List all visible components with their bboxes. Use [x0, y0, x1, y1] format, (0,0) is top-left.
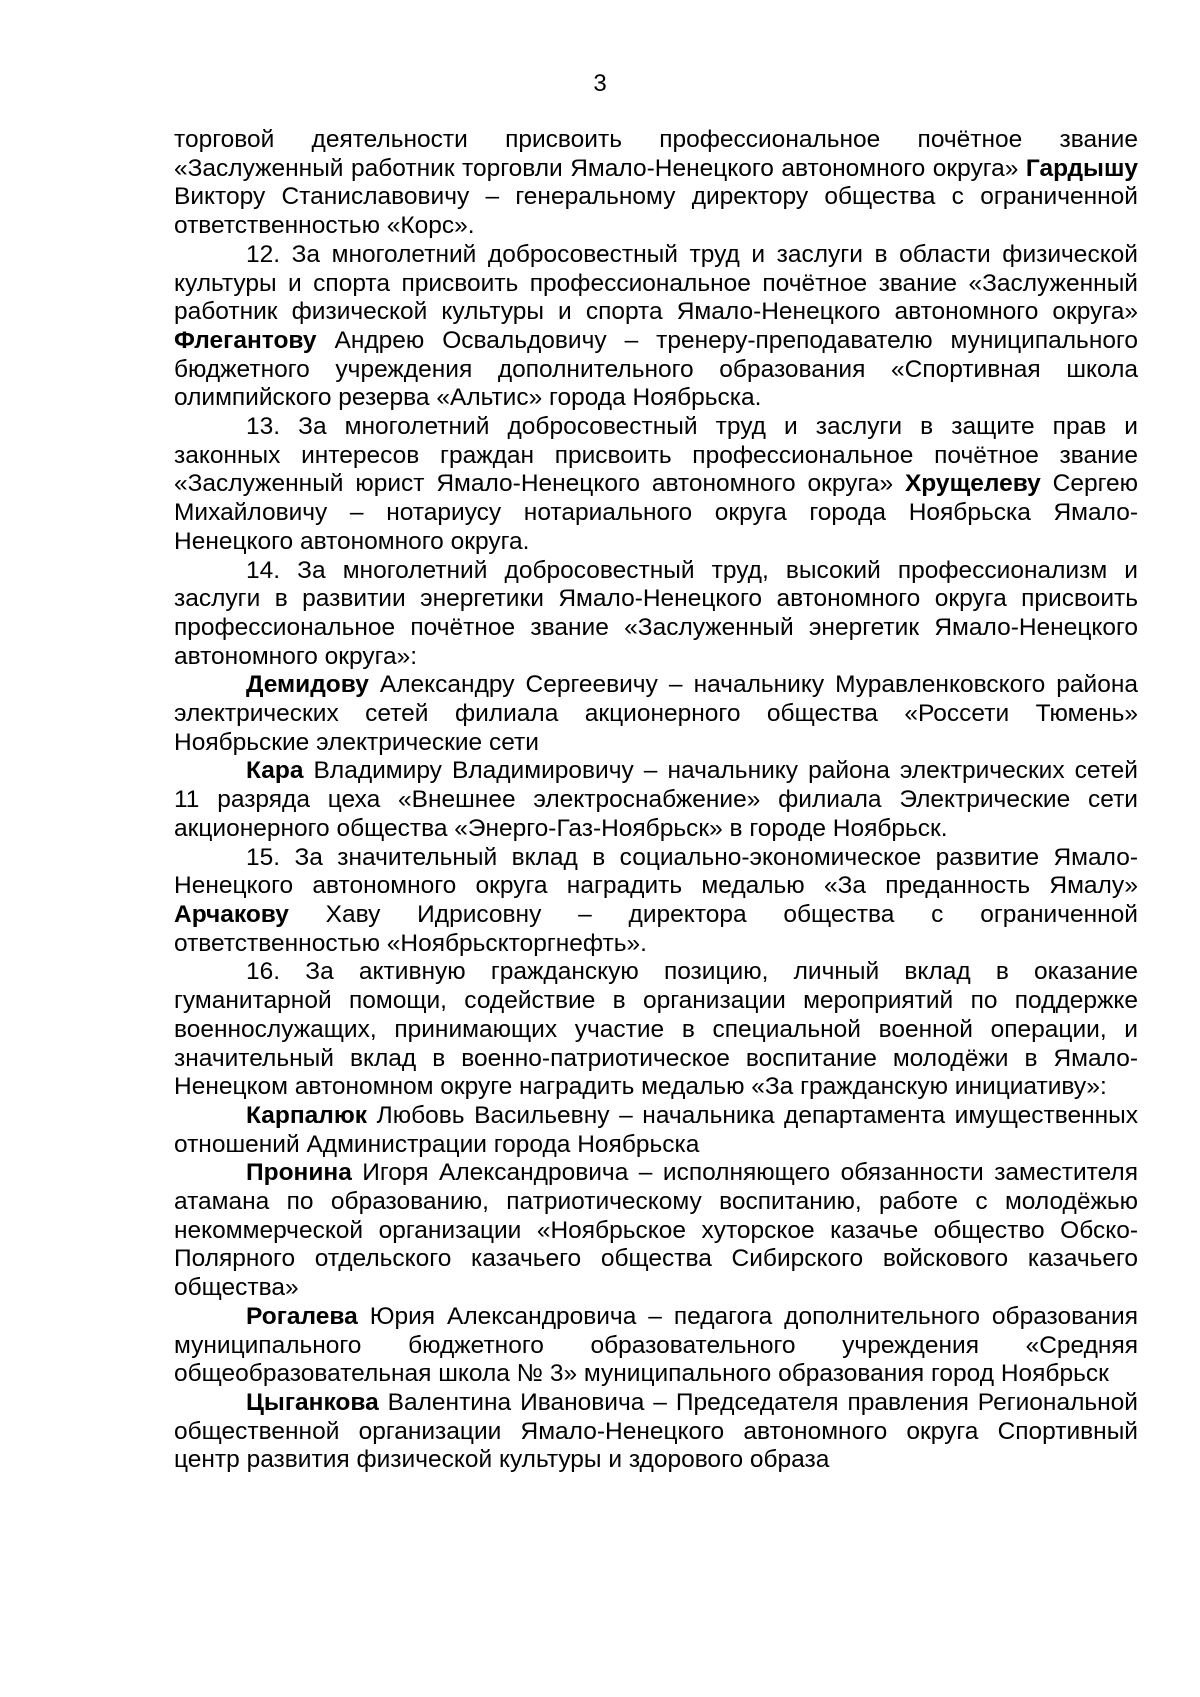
- paragraph-text: Александру Сергеевичу – начальнику Муравленковского района электрических сетей филиала акционерного общества «Россети Тюмень» Ноябрьские электрические сети: [174, 671, 1138, 756]
- paragraph-text: Владимиру Владимировичу – начальнику района электрических сетей 11 разряда цеха «Внешнее электроснабжение» филиала Электрические сети акционерного общества «Энерго-Газ-Ноябрьск» в городе Ноябрьск.: [174, 757, 1138, 842]
- paragraph-text: Юрия Александровича – педагога дополнительного образования муниципального бюджетного образовательного учреждения «Средняя общеобразовательная школа № 3» муниципального образования город Ноябрьск: [174, 1302, 1138, 1388]
- document-body: [174, 126, 1138, 1475]
- paragraph-text: Игоря Александровича – исполняющего обязанности заместителя атамана по образованию, патриотическому воспитанию, работе с молодёжью некоммерческой организации «Ноябрьское хуторское казачье общество Обско-Полярного отдельского казачьего общества Сибирского войскового казачьего общества»: [174, 1159, 1138, 1302]
- awardee-name: Кара: [246, 757, 304, 785]
- paragraph: [174, 126, 1138, 241]
- paragraph: [174, 557, 1138, 672]
- paragraph: [174, 241, 1138, 413]
- awardee-name: Хрущелеву: [904, 470, 1041, 498]
- paragraph-text: Андрею Освальдовичу – тренеру-преподавателю муниципального бюджетного учреждения дополнительного образования «Спортивная школа олимпийского резерва «Альтис» города Ноябрьска.: [174, 326, 1138, 412]
- awardee-name: Рогалева: [246, 1302, 358, 1330]
- paragraph: [174, 671, 1138, 757]
- paragraph-text: торговой деятельности присвоить профессиональное почётное звание «Заслуженный работник торговли Ямало-Ненецкого автономного округа»: [174, 126, 1138, 182]
- paragraph: [174, 757, 1138, 843]
- paragraph-text: Виктору Станиславовичу – генеральному директору общества с ограниченной ответственностью «Корс».: [174, 183, 1138, 240]
- paragraph: [174, 413, 1138, 557]
- paragraph: [174, 958, 1138, 1102]
- awardee-name: Демидову: [246, 671, 369, 699]
- paragraph-text: 15. За значительный вклад в социально-экономическое развитие Ямало-Ненецкого автономного округа наградить медалью «За преданность Ямалу»: [174, 843, 1138, 900]
- paragraph-text: Валентина Ивановича – Председателя правления Региональной общественной организации Ямало-Ненецкого автономного округа Спортивный центр развития физической культуры и здорового образа: [174, 1388, 1138, 1474]
- awardee-name: Арчакову: [174, 900, 289, 928]
- paragraph-text: Хаву Идрисовну – директора общества с ограниченной ответственностью «Ноябрьскторгнефть».: [174, 900, 1138, 957]
- awardee-name: Цыганкова: [246, 1388, 379, 1416]
- paragraph-text: 16. За активную гражданскую позицию, личный вклад в оказание гуманитарной помощи, содействие в организации мероприятий по поддержке военнослужащих, принимающих участие в специальной военной операции, и значительный вклад в военно-патриотическое воспитание молодёжи в Ямало-Ненецком автономном округе наградить медалью «За гражданскую инициативу»:: [174, 958, 1138, 1101]
- paragraph-text: 13. За многолетний добросовестный труд и заслуги в защите прав и законных интересов граждан присвоить профессиональное почётное звание «Заслуженный юрист Ямало-Ненецкого автономного округа»: [174, 413, 1138, 498]
- paragraph: [174, 1159, 1138, 1303]
- paragraph: [174, 1102, 1138, 1159]
- paragraph-text: Сергею Михайловичу – нотариусу нотариального округа города Ноябрьска Ямало-Ненецкого автономного округа.: [174, 470, 1138, 555]
- paragraph: [174, 844, 1138, 959]
- paragraph: [174, 1389, 1138, 1475]
- awardee-name: Пронина: [246, 1159, 352, 1187]
- paragraph-text: Любовь Васильевну – начальника департамента имущественных отношений Администрации города Ноябрьска: [174, 1101, 1138, 1158]
- awardee-name: Карпалюк: [246, 1101, 368, 1129]
- paragraph-text: 14. За многолетний добросовестный труд, высокий профессионализм и заслуги в развитии энергетики Ямало-Ненецкого автономного округа присвоить профессиональное почётное звание «Заслуженный энергетик Ямало-Ненецкого автономного округа»:: [174, 556, 1138, 670]
- paragraph: [174, 1303, 1138, 1389]
- page-number: 3: [593, 70, 607, 97]
- awardee-name: Гардышу: [1025, 154, 1138, 182]
- awardee-name: Флегантову: [174, 326, 317, 354]
- paragraph-text: 12. За многолетний добросовестный труд и заслуги в области физической культуры и спорта присвоить профессиональное почётное звание «Заслуженный работник физической культуры и спорта Ямало-Ненецкого автономного округа»: [174, 240, 1138, 326]
